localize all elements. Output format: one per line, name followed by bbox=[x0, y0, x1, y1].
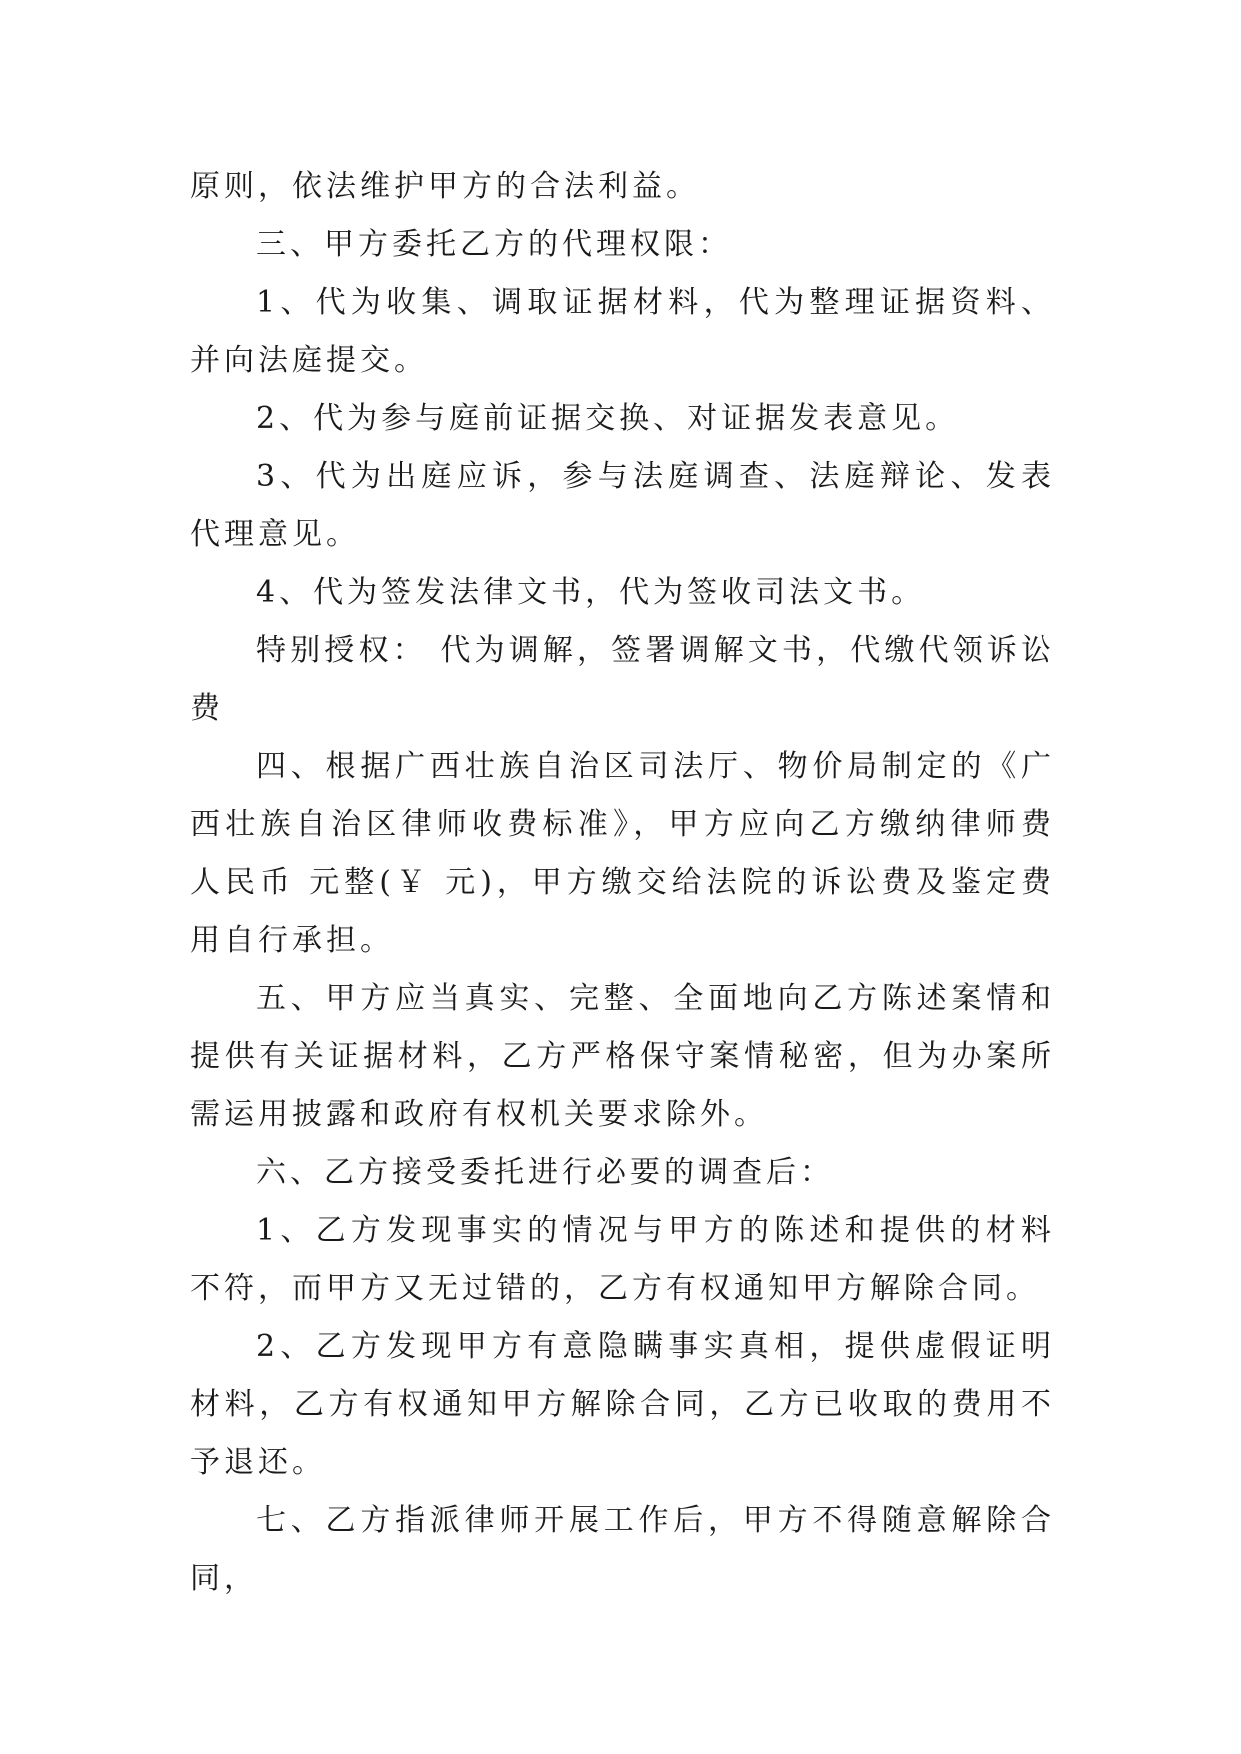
paragraph-special-authority: 特别授权： 代为调解，签署调解文书，代缴代领诉讼费 bbox=[190, 633, 1055, 726]
paragraph-authority-1: 1、代为收集、调取证据材料，代为整理证据资料、并向法庭提交。 bbox=[190, 285, 1055, 378]
paragraph-section-6-heading: 六、乙方接受委托进行必要的调查后： bbox=[256, 1155, 834, 1190]
paragraph-principle: 原则，依法维护甲方的合法利益。 bbox=[190, 169, 700, 204]
paragraph-section-7: 七、乙方指派律师开展工作后，甲方不得随意解除合同， bbox=[190, 1503, 1055, 1596]
paragraph-authority-2: 2、代为参与庭前证据交换、对证据发表意见。 bbox=[256, 401, 960, 436]
paragraph-section-6-item-2: 2、乙方发现甲方有意隐瞒事实真相，提供虚假证明材料，乙方有权通知甲方解除合同，乙方已收取的费用不予退还。 bbox=[190, 1329, 1055, 1480]
contract-body bbox=[190, 158, 1055, 1608]
paragraph-section-3-heading: 三、甲方委托乙方的代理权限： bbox=[256, 227, 732, 262]
paragraph-section-6-item-1: 1、乙方发现事实的情况与甲方的陈述和提供的材料不符，而甲方又无过错的，乙方有权通知甲方解除合同。 bbox=[190, 1213, 1055, 1306]
paragraph-section-4-fees: 四、根据广西壮族自治区司法厅、物价局制定的《广西壮族自治区律师收费标准》，甲方应向乙方缴纳律师费人民币 元整(￥ 元)，甲方缴交给法院的诉讼费及鉴定费用自行承担。 bbox=[190, 749, 1055, 958]
paragraph-authority-4: 4、代为签发法律文书，代为签收司法文书。 bbox=[256, 575, 926, 610]
paragraph-authority-3: 3、代为出庭应诉，参与法庭调查、法庭辩论、发表代理意见。 bbox=[190, 459, 1055, 552]
paragraph-section-5-disclosure: 五、甲方应当真实、完整、全面地向乙方陈述案情和提供有关证据材料，乙方严格保守案情秘密，但为办案所需运用披露和政府有权机关要求除外。 bbox=[190, 981, 1055, 1132]
